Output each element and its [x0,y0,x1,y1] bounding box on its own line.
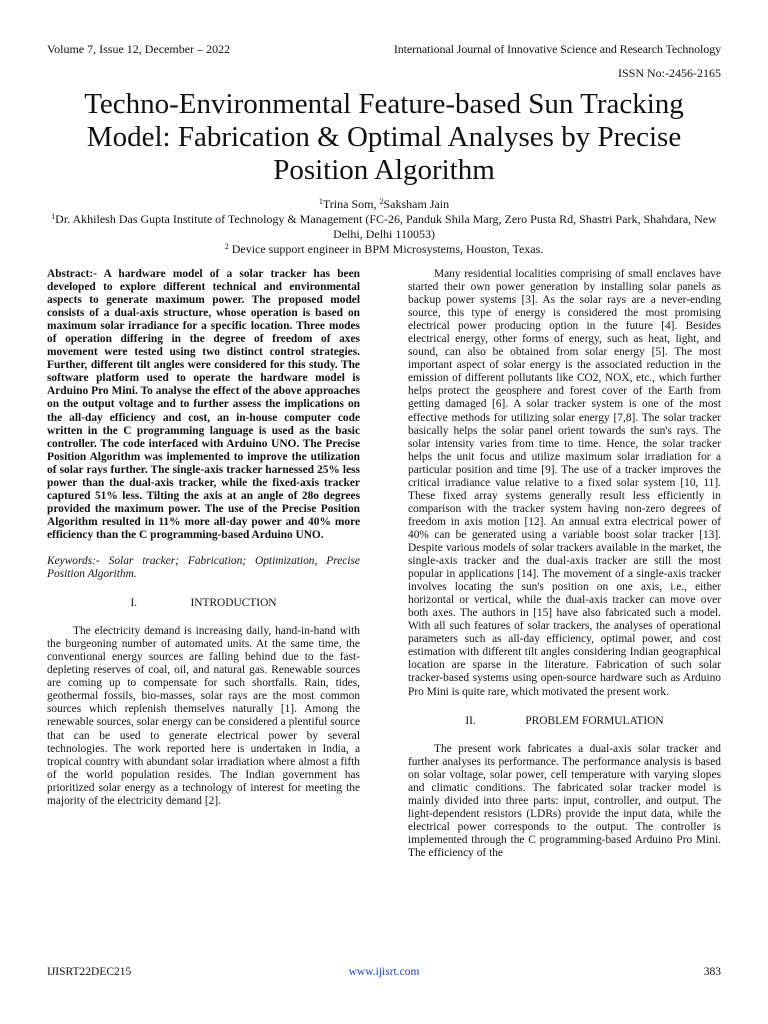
issn: ISSN No:-2456-2165 [617,66,721,80]
section-title: INTRODUCTION [190,597,277,610]
footer-page-number: 383 [703,966,721,978]
author-block [40,197,728,257]
author2-mark: 2 [379,197,384,206]
footer-website-link[interactable]: www.ijisrt.com [348,966,420,978]
author-names [40,197,728,212]
affiliation-1 [40,212,728,242]
affiliation-2 [40,242,728,257]
section-heading-problem [408,715,721,728]
affiliation-1-mark: 1 [51,212,56,221]
journal-name: International Journal of Innovative Science and Research Technology [393,42,721,56]
body-paragraph: Many residential localities comprising of small enclaves have started their own power generation by installing solar panels as backup power systems [3]. As the solar rays are a never-ending source, this type of energy is considered the most promising electrical power producing option in the future [4]. Besides electrical energy, other forms of energy, such as heat, light, and sound, can also be obtained from solar energy [5]. The most important aspect of solar energy is the associated reduction in the emission of different pollutants like CO2, NOX, etc., which further helps protect the geosphere and forest cover of the Earth from getting damaged [6]. A solar tracker system is one of the most effective methods for utilizing solar energy [7,8]. The solar tracker basically helps the solar panel orient towards the sun's rays. The solar intensity varies from time to time. Hence, the solar tracker helps the unit focus and utilize maximum solar irradiation for a particular position and time [9]. The use of a tracker improves the critical irradiance value relative to a fixed solar system [10, 11]. These fixed array systems generally result less efficiently in comparison with the tracker system having non-zero degrees of freedom in axis motion [12]. An annual extra electrical power of 40% can be generated using a variable boost solar tracker [13]. Despite various models of solar trackers available in the market, the single-axis tracker and the dual-axis tracker are still the most popular in applications [14]. The movement of a single-axis tracker involves locating the sun's position on one axis, i.e., either horizontal or vertical, while the dual-axis tracker can move over both axes. The authors in [15] have also fabricated such a model. With all such features of solar trackers, the analyses of operational parameters such as all-day efficiency, optimal power, and cost estimation with different tilt angles considering Indian geographical location are sparse in the literature. Fabrication of such solar tracker-based systems using open-source hardware such as Arduino Pro Mini is quite rare, which motivated the present work. [408,268,721,698]
keywords: Keywords:- Solar tracker; Fabrication; Optimization, Precise Position Algorithm. [47,554,360,581]
author1-name: Trina Som, [322,197,380,211]
paper-title: Techno-Environmental Feature-based Sun Tracking Model: Fabrication & Optimal Analyses by Precise Position Algorithm [84,88,684,186]
problem-paragraph: The present work fabricates a dual-axis solar tracker and further analyses its performance. The performance analysis is based on solar voltage, solar power, cell temperature with varying slopes and climatic conditions. The fabricated solar tracker model is mainly divided into three parts: input, controller, and output. The light-dependent resistors (LDRs) provide the input data, while the electrical power corresponds to the output. The controller is implemented through the C programming-based Arduino Pro Mini. The efficiency of the [408,742,721,859]
abstract: Abstract:- A hardware model of a solar tracker has been developed to explore different technical and environmental aspects to generate maximum power. The proposed model consists of a dual-axis structure, whose operation is based on maximum solar irradiance for a specific location. Three modes of operation differing in the degree of freedom of axes movement were tested using two distinct control strategies. Further, different tilt angles were considered for this study. The software platform used to operate the hardware model is Arduino Pro Mini. To analyse the effect of the above approaches on the output voltage and to further assess the implications on the all-day efficiency and cost, an in-house computer code written in the C programming language is used as the basic controller. The code interfaced with Arduino UNO. The Precise Position Algorithm was implemented to improve the utilization of solar rays further. The single-axis tracker harnessed 25% less power than the dual-axis tracker, while the fixed-axis tracker captured 51% less. Tilting the axis at an angle of 28o degrees provided the maximum power. The use of the Precise Position Algorithm resulted in 11% more all-day power and 40% more efficiency than the C programming-based Arduino UNO. [47,268,360,541]
affiliation-2-text: Device support engineer in BPM Microsystems, Houston, Texas. [228,242,544,256]
section-number: I. [130,597,138,610]
affiliation-1-text: Dr. Akhilesh Das Gupta Institute of Technology & Management (FC-26, Panduk Shila Marg, Zero Pusta Rd, Shastri Park, Shahdara, New Delhi, Delhi 110053) [55,212,717,241]
section-number: II. [465,714,476,727]
intro-paragraph: The electricity demand is increasing daily, hand-in-hand with the burgeoning number of automated units. At the same time, the conventional energy sources are falling behind due to the fast-depleting reserves of coal, oil, and natural gas. Renewable sources are coming up to compensate for such shortfalls. Rain, tides, geothermal fossils, bio-masses, solar rays are the most common sources which replenish themselves naturally [1]. Among the renewable sources, solar energy can be considered a plentiful source that can be used to generate electrical power by several technologies. The work reported here is undertaken in India, a tropical country with abundant solar irradiation where almost a fifth of the world population resides. The Indian government has prioritized solar energy as a technology of interest for meeting the majority of the electricity demand [2]. [47,625,360,807]
volume-issue: Volume 7, Issue 12, December – 2022 [47,42,231,56]
affiliation-2-mark: 2 [224,242,229,251]
right-column [408,268,721,860]
author1-mark: 1 [318,197,323,206]
left-column [47,268,360,808]
author2-name: Saksham Jain [383,197,450,211]
section-heading-introduction [47,597,360,610]
section-title: PROBLEM FORMULATION [525,714,664,727]
footer-article-id: IJISRT22DEC215 [47,966,132,978]
